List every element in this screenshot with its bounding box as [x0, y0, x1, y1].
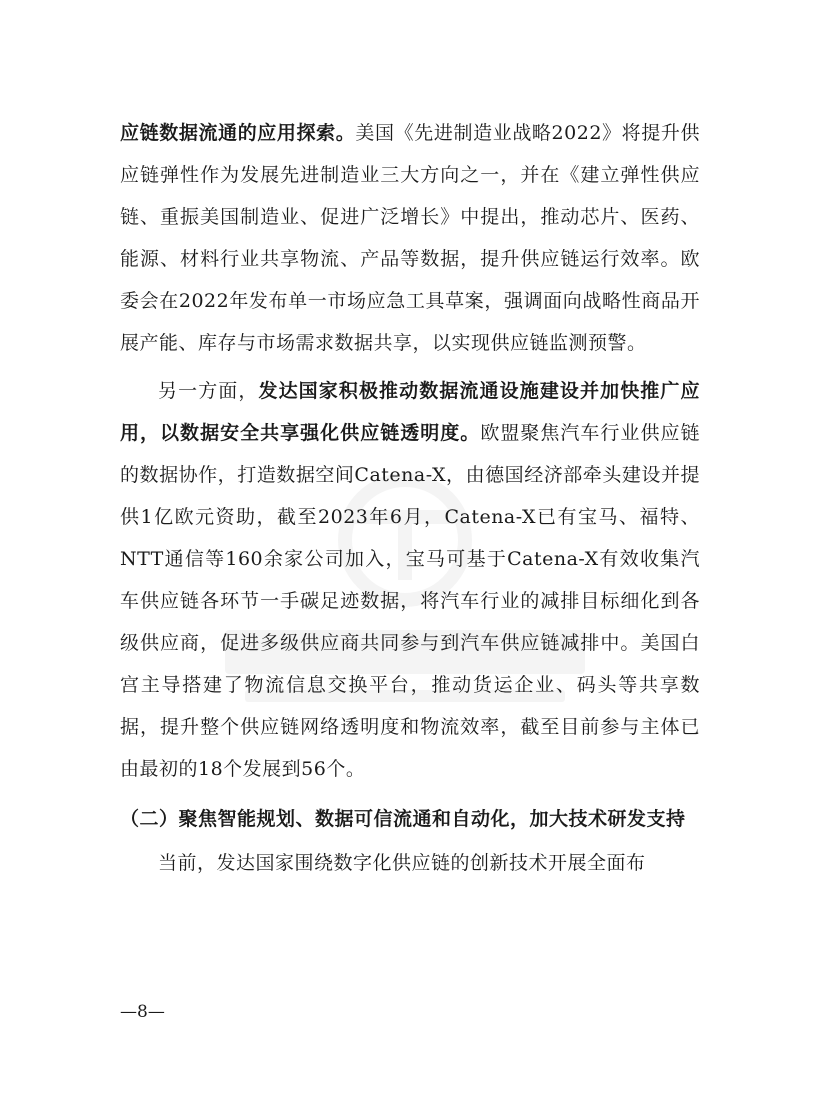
- paragraph-2-bold: 发达国家积极推动数据流通设施建设并加快推广应用，以数据安全共享强化供应链透明度。: [120, 380, 700, 444]
- paragraph-1-bold: 应链数据流通的应用探索。: [120, 122, 356, 144]
- paragraph-2-lead: 另一方面，: [158, 380, 259, 402]
- page-number: —8—: [120, 1002, 165, 1022]
- paragraph-3: 当前，发达国家围绕数字化供应链的创新技术开展全面布: [158, 852, 646, 874]
- paragraph-1: [120, 112, 700, 364]
- paragraph-2: [120, 370, 700, 790]
- page-body: [120, 112, 700, 890]
- paragraph-1-text: 美国《先进制造业战略2022》将提升供应链弹性作为发展先进制造业三大方向之一，并在《建立弹性供应链、重振美国制造业、促进广泛增长》中提出，推动芯片、医药、能源、材料行业共享物流、产品等数据，提升供应链运行效率。欧委会在2022年发布单一市场应急工具草案，强调面向战略性商品开展产能、库存与市场需求数据共享，以实现供应链监测预警。: [120, 122, 700, 354]
- paragraph-2-text: 欧盟聚焦汽车行业供应链的数据协作，打造数据空间Catena-X，由德国经济部牵头建设并提供1亿欧元资助，截至2023年6月，Catena-X已有宝马、福特、NTT通信等160余家公司加入，宝马可基于Catena-X有效收集汽车供应链各环节一手碳足迹数据，将汽车行业的减排目标细化到各级供应商，促进多级供应商共同参与到汽车供应链减排中。美国白宫主导搭建了物流信息交换平台，推动货运企业、码头等共享数据，提升整个供应链网络透明度和物流效率，截至目前参与主体已由最初的18个发展到56个。: [120, 422, 700, 780]
- section-heading: （二）聚焦智能规划、数据可信流通和自动化，加大技术研发支持: [120, 808, 686, 830]
